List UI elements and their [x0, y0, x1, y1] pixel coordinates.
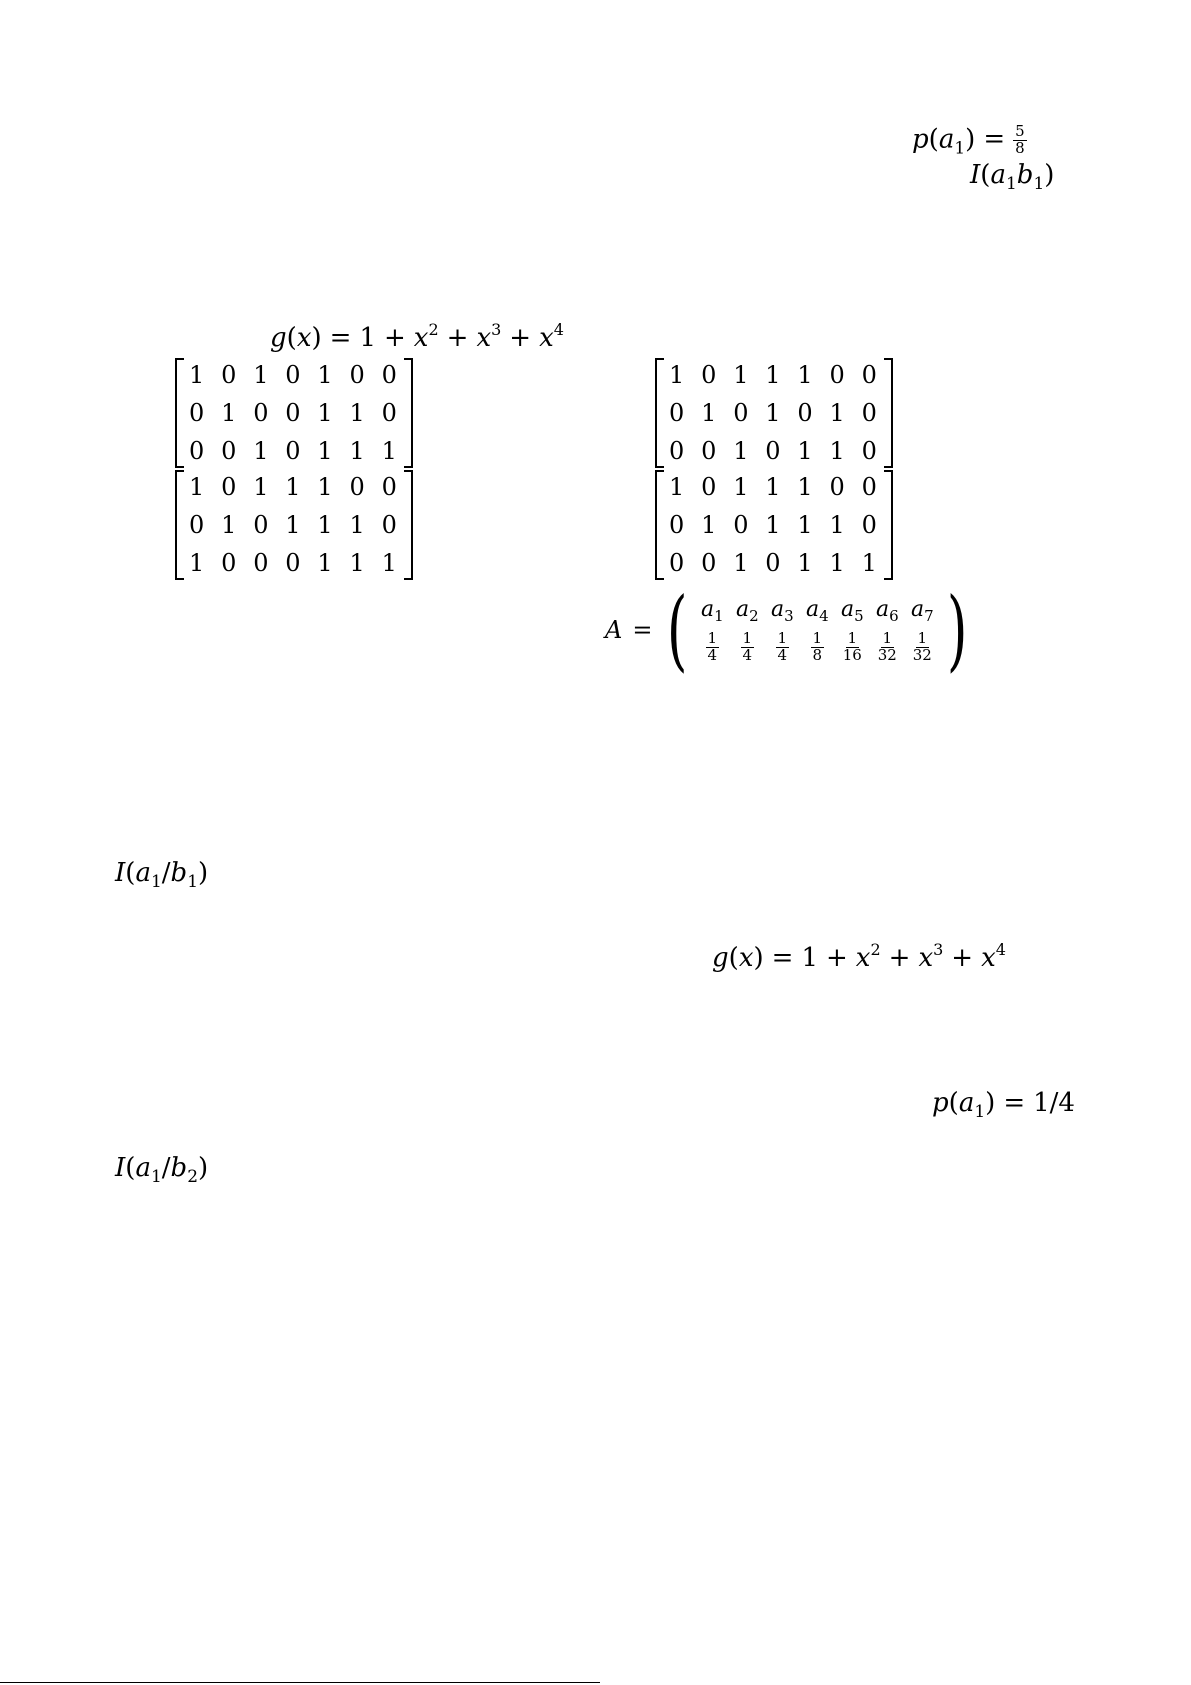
bracket-left [655, 358, 664, 468]
eq-I-a1-given-b1: $I(a_1/b_1)$ [115, 858, 209, 892]
matrix-1 [175, 356, 413, 470]
paren-left: ( [667, 578, 688, 681]
bracket-right [404, 358, 413, 468]
source-distribution: A = ( $a_1$ $a_2$ $a_3$ $a_4$ $a_5$ $a_6$ $a_7$ $\frac{1}{4}$ $\frac{1}{4}$ $\frac{1}{4}$ $\frac{1}{8}$ $\frac{1}{16}$ $\frac{1}{32}$ $\frac{1}{32}$ ) [605, 578, 968, 681]
matrix-row: 1 0 1 1 1 0 0 [669, 361, 882, 389]
symbol-label: $a_6$ [875, 597, 899, 625]
symbol-label: $a_5$ [840, 597, 864, 625]
matrix-row: 0 1 0 1 1 1 0 [669, 511, 882, 539]
matrix-row: 0 0 1 0 1 1 1 [189, 437, 402, 465]
fraction: $\frac{5}{8}$ [1015, 122, 1025, 157]
matrix-row: 1 0 1 0 1 0 0 [189, 361, 402, 389]
footnote-rule [0, 1682, 600, 1683]
matrix-row: 0 1 0 1 0 1 0 [669, 399, 882, 427]
matrix-row: 1 0 1 1 1 0 0 [669, 473, 882, 501]
matrix-row: 1 0 1 1 1 0 0 [189, 473, 402, 501]
bracket-right [884, 470, 893, 580]
probability: $\frac{1}{8}$ [812, 628, 823, 664]
source-grid [695, 594, 940, 666]
bracket-left [175, 358, 184, 468]
probability: $\frac{1}{32}$ [877, 628, 897, 664]
symbol-label: $a_2$ [735, 597, 759, 625]
bracket-left [175, 470, 184, 580]
eq-generator-polynomial-mid: $g(x) = 1 + x^2 + x^3 + x^4$ [712, 940, 1006, 973]
matrix-3 [175, 468, 413, 582]
eq-I-a1-given-b2: $I(a_1/b_2)$ [115, 1153, 209, 1187]
paren-right: ) [946, 578, 968, 681]
matrix-row: 0 1 0 1 1 1 0 [189, 511, 402, 539]
matrix-4 [655, 468, 893, 582]
matrix-row: 0 1 0 0 1 1 0 [189, 399, 402, 427]
matrix-row: 0 0 1 0 1 1 0 [669, 437, 882, 465]
probability: $\frac{1}{4}$ [707, 628, 718, 664]
probability: $\frac{1}{16}$ [842, 628, 862, 664]
bracket-right [884, 358, 893, 468]
probability: $\frac{1}{4}$ [777, 628, 788, 664]
eq-generator-polynomial-top: $g(x) = 1 + x^2 + x^3 + x^4$ [270, 320, 564, 353]
symbol-label: $a_4$ [805, 597, 829, 625]
symbol-label: $a_7$ [910, 597, 934, 625]
symbol-label: $a_3$ [770, 597, 794, 625]
symbol-label: $a_1$ [700, 597, 724, 625]
matrix-row: 0 0 1 0 1 1 1 [669, 549, 882, 577]
matrix-2 [655, 356, 893, 470]
eq-p-a1-five-eighths: $p(a_1)$ = $\frac{5}{8}$ [912, 122, 1025, 159]
eq-I-a1b1: $I(a_1b_1)$ [970, 160, 1055, 194]
probability: $\frac{1}{4}$ [742, 628, 753, 664]
eq-p-a1-one-quarter: $p(a_1) = 1/4$ [932, 1088, 1075, 1122]
bracket-left [655, 470, 664, 580]
probability: $\frac{1}{32}$ [912, 628, 932, 664]
bracket-right [404, 470, 413, 580]
matrix-row: 1 0 0 0 1 1 1 [189, 549, 402, 577]
